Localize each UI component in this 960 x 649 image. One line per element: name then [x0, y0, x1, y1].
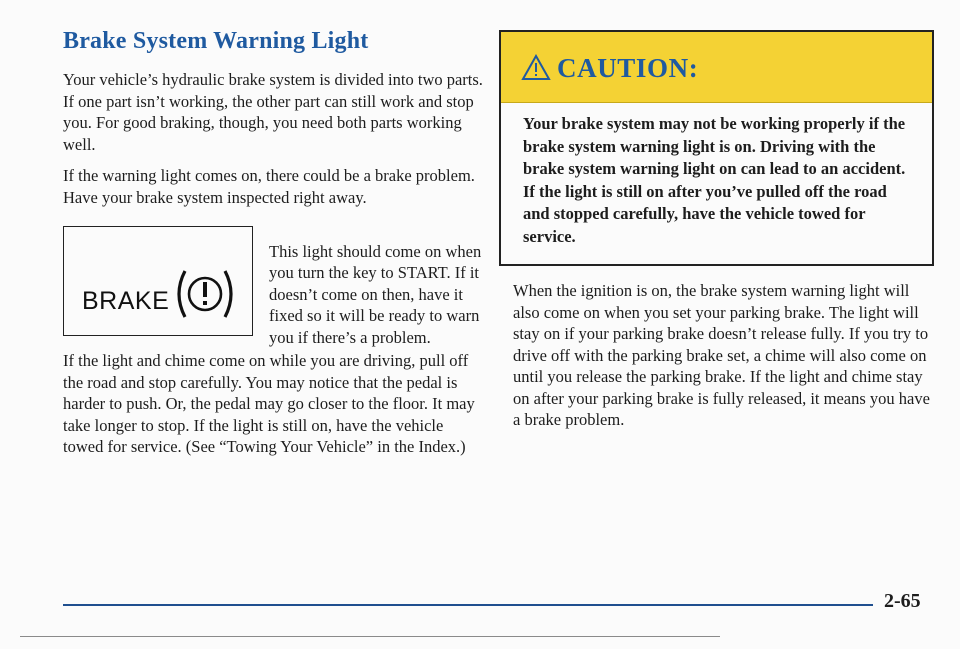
warning-light-row — [63, 224, 483, 347]
bottom-divider — [20, 636, 720, 637]
brake-light-illustration — [63, 226, 253, 336]
warning-light-description: This light should come on when you turn the key to START. If it doesn’t come on then, have it fixed so it will be ready to warn you if there’s a problem. — [269, 241, 482, 347]
caution-header — [501, 32, 932, 103]
warning-triangle-icon — [521, 54, 551, 81]
driving-paragraph: If the light and chime come on while you are driving, pull off the road and stop carefully. You may notice that the pedal is harder to push. Or, the pedal may go closer to the floor. It may take longer to stop. If the light is still on, have the vehicle towed for service. (See “Towing Your Vehicle” in the Index.) — [63, 351, 475, 456]
brake-warning-icon — [174, 268, 236, 320]
caution-title: CAUTION: — [557, 53, 699, 83]
left-column — [63, 28, 483, 468]
intro-paragraph: Your vehicle’s hydraulic brake system is divided into two parts. If one part isn’t working, the other part can still work and stop you. For good braking, though, you need both parts working well. — [63, 70, 483, 154]
page-number: 2-65 — [884, 590, 921, 612]
page-title: Brake System Warning Light — [63, 28, 369, 54]
warning-paragraph: If the warning light comes on, there could be a brake problem. Have your brake system inspected right away. — [63, 166, 475, 207]
footer-rule — [63, 604, 873, 606]
brake-label: BRAKE — [82, 287, 170, 315]
right-column — [499, 30, 934, 447]
parking-brake-paragraph: When the ignition is on, the brake system warning light will also come on when you set your parking brake. The light will stay on if your parking brake doesn’t release fully. If you try to drive off with the parking brake set, a chime will also come on until you release the parking brake. If the light and chime stay on after your parking brake is fully released, it means you have a brake problem. — [513, 281, 930, 429]
caution-text: Your brake system may not be working properly if the brake system warning light is on. Driving with the brake system warning light on can lead to an accident. If the light is still on after you’ve pulled off the road and stopped carefully, have the vehicle towed for service. — [523, 114, 906, 246]
caution-box — [499, 30, 934, 266]
